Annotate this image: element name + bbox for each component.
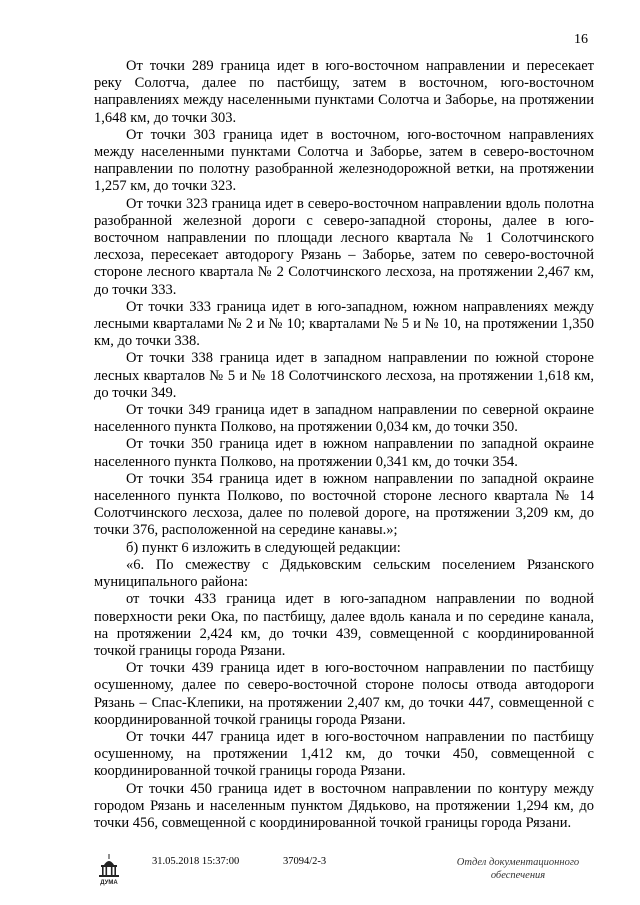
department-line: обеспечения — [490, 870, 546, 881]
footer-timestamp: 31.05.2018 15:37:00 — [152, 856, 240, 867]
page-number: 16 — [574, 32, 588, 47]
paragraph: От точки 349 граница идет в западном направлении по северной окраине населенного пункта Полково, на протяжении 0,034 км, до точки 350. — [94, 402, 594, 436]
logo-text: ДУМА — [100, 880, 118, 886]
footer-document-code: 37094/2-3 — [283, 856, 327, 867]
paragraph: От точки 323 граница идет в северо-восточном направлении вдоль полотна разобранной железной дороги с северо-западной стороны, далее в юго-восточном направлении по площади лесного квартала № 1 Солотчинского лесхоза, пересекает автодорогу Рязань – Заборье, затем по северо-восточной стороне лесного квартала № 2 Солотчинского лесхоза, на протяжении 2,467 км, до точки 333. — [94, 195, 594, 298]
document-body — [94, 58, 594, 832]
paragraph: «6. По смежеству с Дядьковским сельским поселением Рязанского муниципального района: — [94, 556, 594, 591]
paragraph: От точки 350 граница идет в южном направлении по западной окраине населенного пункта Полково, на протяжении 0,341 км, до точки 354. — [94, 436, 594, 470]
paragraph: От точки 354 граница идет в южном направлении по западной окраине населенного пункта Полково, по восточной стороне лесного квартала № 14 Солотчинского лесхоза, далее по полевой дороге, на протяжении 3,209 км, до точки 376, расположенной на середине канавы.»; — [94, 470, 594, 539]
paragraph: От точки 450 граница идет в восточном направлении по контуру между городом Рязань и населенным пунктом Дядьково, на протяжении 1,294 км, до точки 456, совмещенной с координированной точкой границы города Рязани. — [94, 780, 594, 831]
paragraph: От точки 303 граница идет в восточном, юго-восточном направлениях между населенными пунктами Солотча и Заборье, затем в северо-восточном направлении по полотну разобранной железнодорожной ветки, на протяжении 1,257 км, до точки 323. — [94, 126, 594, 195]
paragraph: От точки 447 граница идет в юго-восточном направлении по пастбищу осушенному, на протяжении 1,412 км, до точки 450, совмещенной с координированной точкой границы города Рязани. — [94, 728, 594, 780]
paragraph: б) пункт 6 изложить в следующей редакции: — [126, 539, 401, 556]
duma-building-logo — [96, 852, 122, 886]
page-footer — [0, 852, 640, 902]
paragraph: От точки 338 граница идет в западном направлении по южной стороне лесных кварталов № 5 и № 18 Солотчинского лесхоза, на протяжении 1,618 км, до точки 349. — [94, 350, 594, 401]
footer-department — [448, 856, 588, 882]
paragraph: От точки 289 граница идет в юго-восточном направлении и пересекает реку Солотча, далее по пастбищу, затем в восточном, юго-восточном направлениях между населенными пунктами Солотча и Заборье, на протяжении 1,648 км, до точки 303. — [94, 58, 594, 126]
paragraph: от точки 433 граница идет в юго-западном направлении по водной поверхности реки Ока, по пастбищу, далее вдоль канала и по середине канала, на протяжении 2,424 км, до точки 439, совмещенной с координированной точкой границы города Рязани. — [94, 591, 594, 659]
paragraph: От точки 333 граница идет в юго-западном, южном направлениях между лесными кварталами № 2 и № 10; кварталами № 5 и № 10, на протяжении 1,350 км, до точки 338. — [94, 298, 594, 350]
paragraph: От точки 439 граница идет в юго-восточном направлении по пастбищу осушенному, далее по северо-восточной стороне полосы отвода автодороги Рязань – Спас-Клепики, на протяжении 2,407 км, до точки 447, совмещенной с координированной точкой границы города Рязани. — [94, 660, 594, 728]
department-line: Отдел документационного — [456, 857, 580, 868]
